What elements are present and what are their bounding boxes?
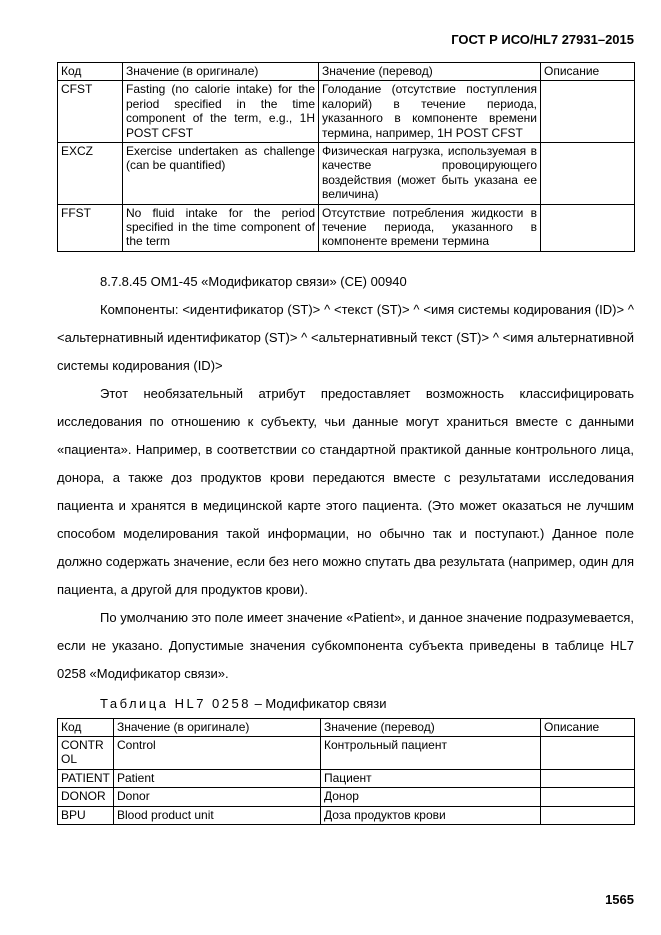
cell-translation: Пациент <box>321 769 541 787</box>
column-header-code: Код <box>58 63 123 81</box>
cell-code: BPU <box>58 806 114 824</box>
section-heading: 8.7.8.45 OM1-45 «Модификатор связи» (CE) 00940 <box>100 273 407 289</box>
table-header-row <box>58 63 635 81</box>
cell-description <box>541 769 635 787</box>
cell-translation: Донор <box>321 788 541 806</box>
paragraph-default-value: По умолчанию это поле имеет значение «Patient», и данное значение подразумевается, если не указано. Допустимые значения субкомпонента субъекта приведены в таблице HL7 0258 «Модификатор связи». <box>57 609 634 681</box>
table-row <box>58 81 635 143</box>
cell-description <box>541 788 635 806</box>
table-caption-label: Таблица HL7 0258 <box>100 695 251 711</box>
cell-original: Blood product unit <box>114 806 321 824</box>
page-number: 1565 <box>605 892 634 907</box>
cell-code: PATIENT <box>58 769 114 787</box>
cell-original: No fluid intake for the period specified in the time component of the term <box>123 204 319 251</box>
cell-description <box>541 806 635 824</box>
cell-description <box>541 142 635 204</box>
column-header-description: Описание <box>541 718 635 736</box>
cell-original: Fasting (no calorie intake) for the period specified in the time component of the term, e.g., 1H POST CFST <box>123 81 319 143</box>
hl7-0258-table <box>57 718 635 825</box>
cell-description <box>541 81 635 143</box>
clinical-codes-table <box>57 62 635 252</box>
cell-translation: Физическая нагрузка, используемая в качестве провоцирующего воздействия (может быть указана ее величина) <box>319 142 541 204</box>
cell-description <box>541 204 635 251</box>
column-header-original: Значение (в оригинале) <box>123 63 319 81</box>
cell-original: Donor <box>114 788 321 806</box>
cell-translation: Отсутствие потребления жидкости в течение периода, указанного в компоненте времени термина <box>319 204 541 251</box>
column-header-translation: Значение (перевод) <box>321 718 541 736</box>
column-header-code: Код <box>58 718 114 736</box>
cell-code: FFST <box>58 204 123 251</box>
table-caption-title: – Модификатор связи <box>254 695 387 711</box>
cell-code: CONTROL <box>58 737 114 770</box>
table-row <box>58 737 635 770</box>
column-header-description: Описание <box>541 63 635 81</box>
paragraph-components: Компоненты: <идентификатор (ST)> ^ <текст (ST)> ^ <имя системы кодирования (ID)> ^ <альтернативный идентификатор (ST)> ^ <альтернативный текст (ST)> ^ <имя альтернативной системы кодирования (ID)> <box>57 301 634 373</box>
table-caption <box>57 694 634 714</box>
table-row <box>58 806 635 824</box>
column-header-translation: Значение (перевод) <box>319 63 541 81</box>
column-header-original: Значение (в оригинале) <box>114 718 321 736</box>
table-row <box>58 142 635 204</box>
table-row <box>58 788 635 806</box>
page-content <box>57 62 634 825</box>
cell-translation: Доза продуктов крови <box>321 806 541 824</box>
cell-original: Patient <box>114 769 321 787</box>
table-row <box>58 204 635 251</box>
cell-description <box>541 737 635 770</box>
cell-code: EXCZ <box>58 142 123 204</box>
cell-code: DONOR <box>58 788 114 806</box>
paragraph-attribute-description: Этот необязательный атрибут предоставляет возможность классифицировать исследования по отношению к субъекту, чьи данные могут храниться вместе с данными «пациента». Например, в соответствии со стандартной практикой данные контрольного лица, донора, а также доз продуктов крови передаются вместе с результатами исследования пациента и хранятся в медицинской карте этого пациента. (Это может оказаться не лучшим способом моделирования такой информации, но обычно так и поступают.) Данное поле должно содержать значение, если без него можно спутать два результата (например, один для пациента, а другой для продуктов крови). <box>57 385 634 597</box>
cell-code: CFST <box>58 81 123 143</box>
cell-translation: Контрольный пациент <box>321 737 541 770</box>
cell-original: Control <box>114 737 321 770</box>
table-header-row <box>58 718 635 736</box>
doc-header: ГОСТ Р ИСО/HL7 27931–2015 <box>451 32 634 47</box>
table-row <box>58 769 635 787</box>
cell-original: Exercise undertaken as challenge (can be quantified) <box>123 142 319 204</box>
cell-translation: Голодание (отсутствие поступления калорий) в течение периода, указанного в компоненте времени термина, например, 1H POST CFST <box>319 81 541 143</box>
